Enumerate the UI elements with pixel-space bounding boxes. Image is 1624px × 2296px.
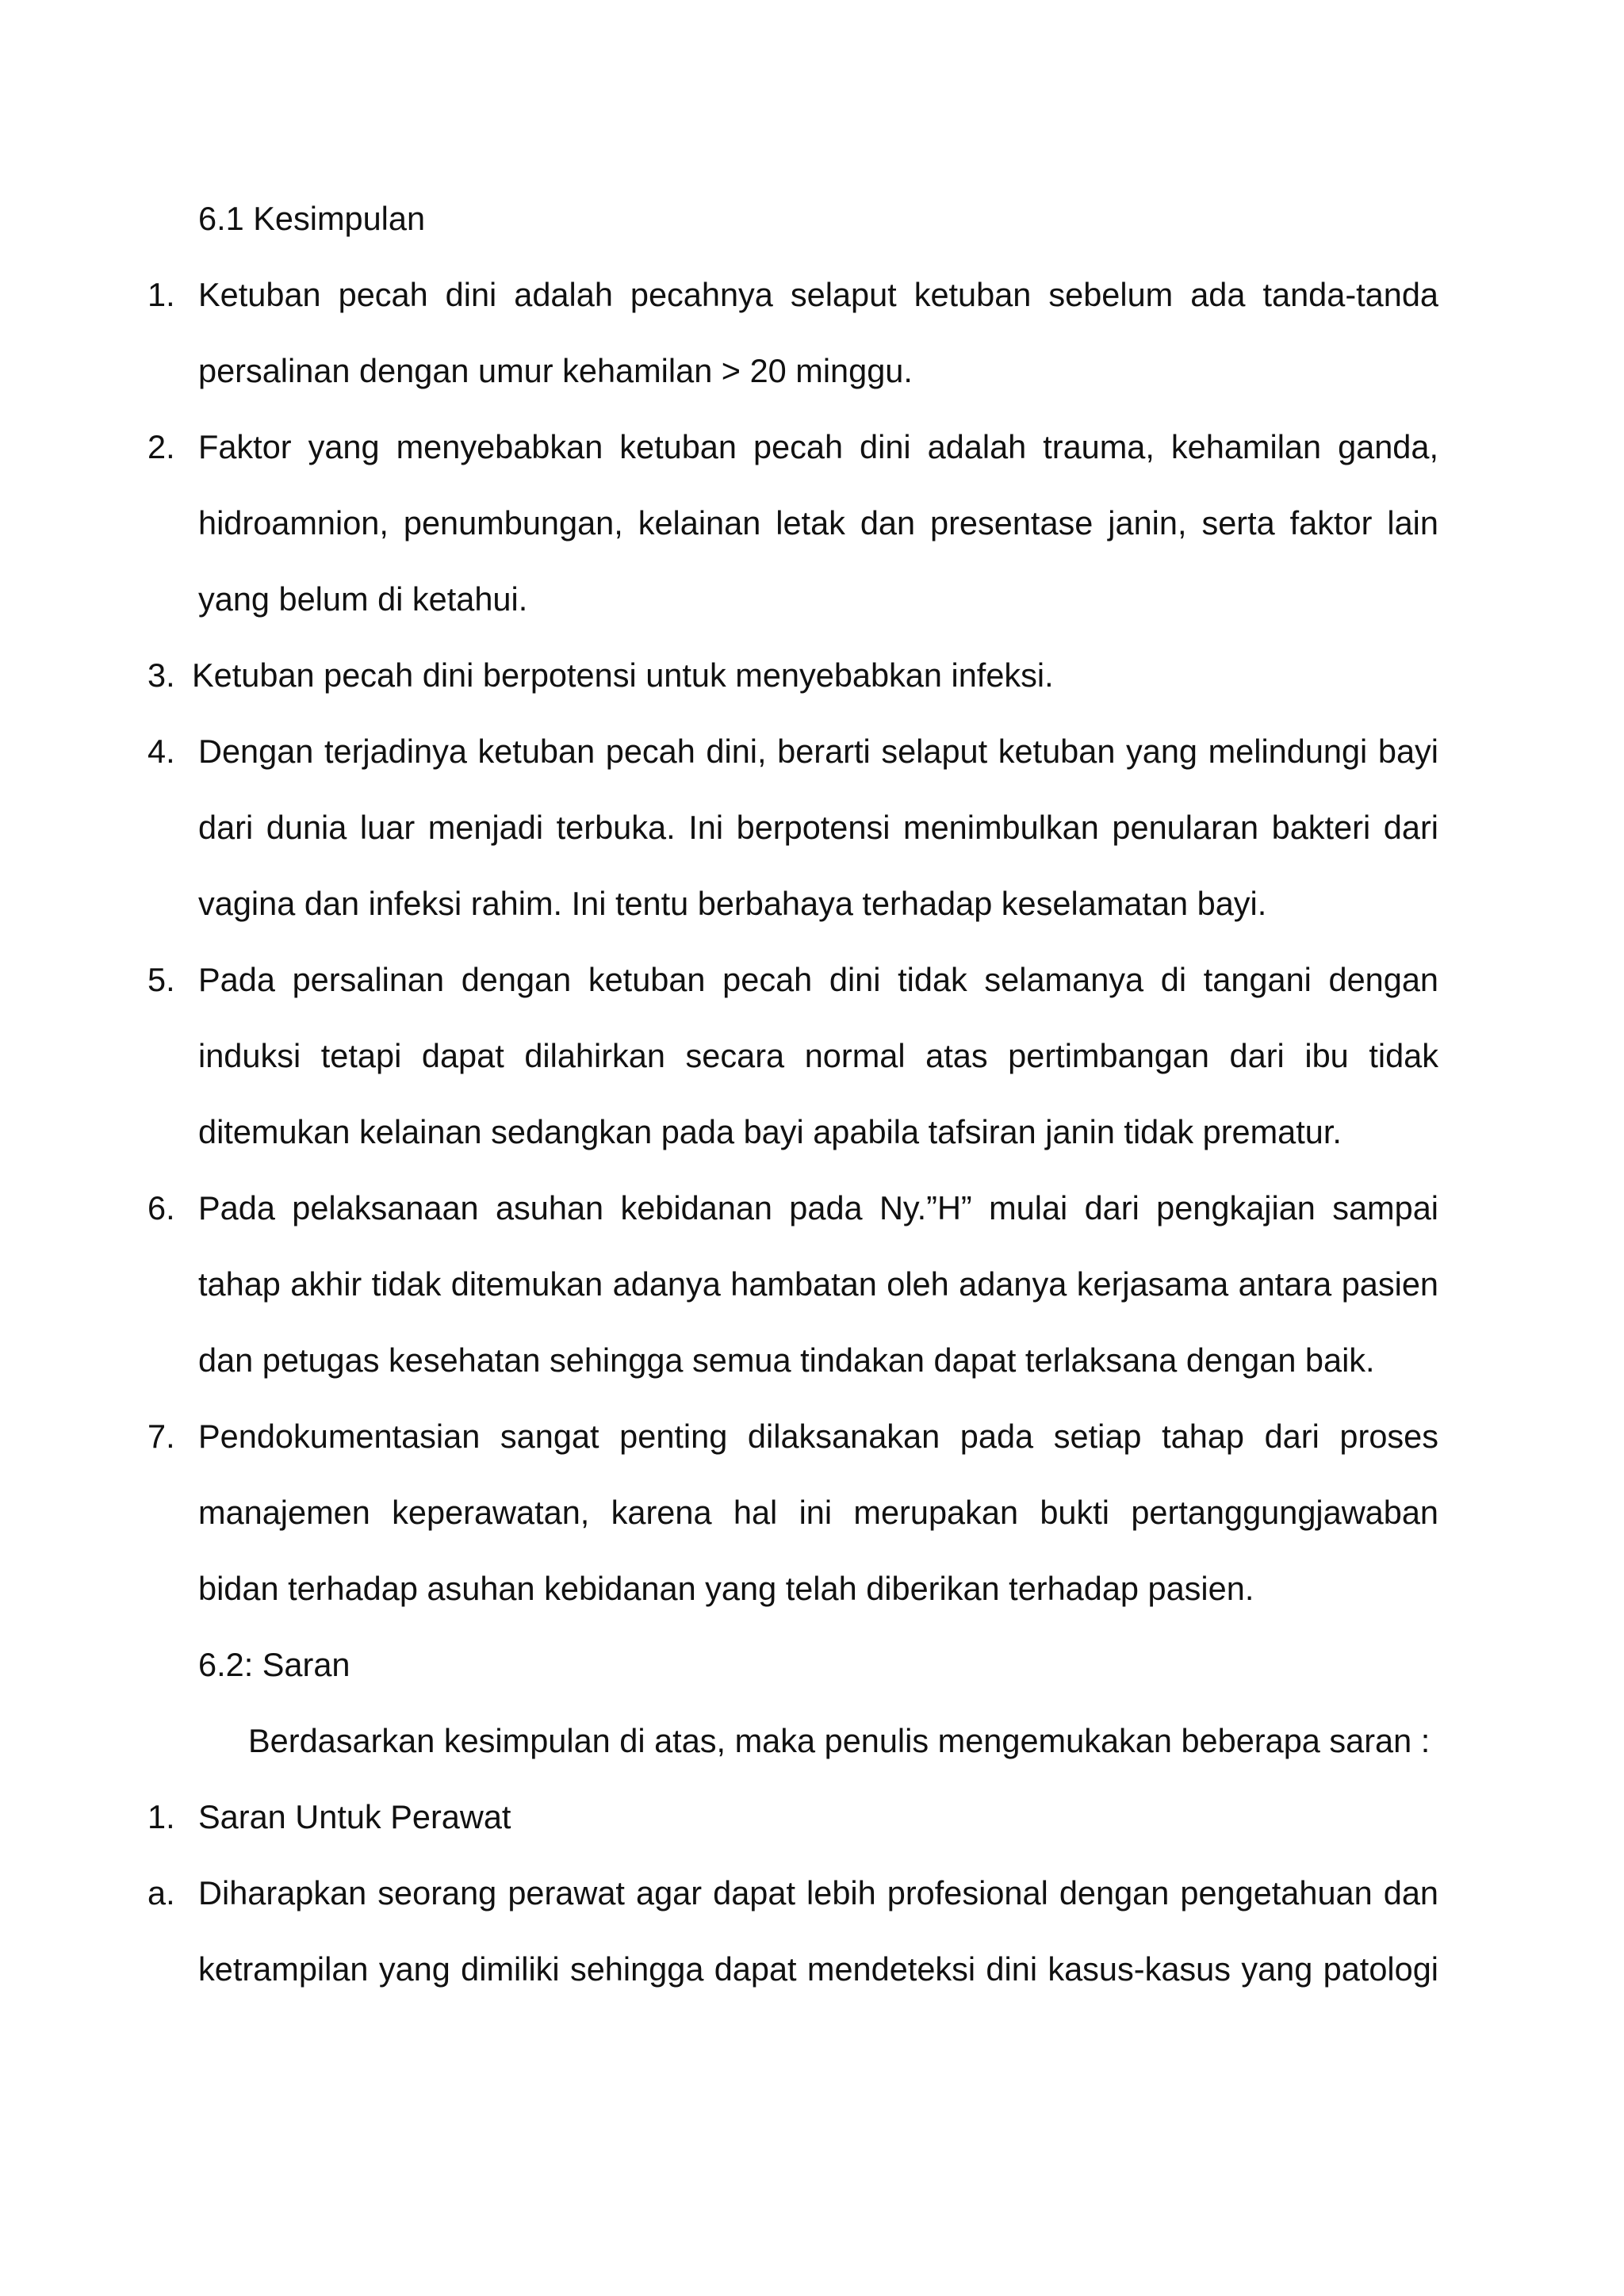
list-item-text: Pada pelaksanaan asuhan kebidanan pada Ny.”H” mulai dari pengkajian sampai tahap akhir tidak ditemukan adanya hambatan oleh adanya kerjasama antara pasien dan petugas kesehatan sehingga semua tindakan dapat terlaksana dengan baik. — [198, 1189, 1438, 1379]
list-item-number: 2. — [147, 428, 175, 465]
list-item-number: 6. — [147, 1189, 175, 1226]
list-item — [147, 1170, 1438, 1399]
list-item-text: Pada persalinan dengan ketuban pecah dini tidak selamanya di tangani dengan induksi tetapi dapat dilahirkan secara normal atas pertimbangan dari ibu tidak ditemukan kelainan sedangkan pada bayi apabila tafsiran janin tidak prematur. — [198, 961, 1438, 1150]
list-item — [147, 714, 1438, 942]
list-item — [147, 257, 1438, 409]
list-item-number: 7. — [147, 1418, 175, 1455]
list-item-text: Dengan terjadinya ketuban pecah dini, berarti selaput ketuban yang melindungi bayi dari dunia luar menjadi terbuka. Ini berpotensi menimbulkan penularan bakteri dari vagina dan infeksi rahim. Ini tentu berbahaya terhadap keselamatan bayi. — [198, 733, 1438, 922]
list-item — [147, 942, 1438, 1170]
section-heading-saran: 6.2: Saran — [198, 1646, 350, 1683]
list-item-text: Pendokumentasian sangat penting dilaksanakan pada setiap tahap dari proses manajemen keperawatan, karena hal ini merupakan bukti pertanggungjawaban bidan terhadap asuhan kebidanan yang telah diberikan terhadap pasien. — [198, 1418, 1438, 1607]
list-item-text: Saran Untuk Perawat — [198, 1798, 511, 1835]
list-item-saran-perawat — [147, 1779, 1438, 1855]
saran-intro-paragraph: Berdasarkan kesimpulan di atas, maka penulis mengemukakan beberapa saran : — [248, 1722, 1431, 1759]
list-item-number: 3. — [147, 656, 175, 694]
list-item — [147, 409, 1438, 637]
list-item-letter: a. — [147, 1874, 175, 1911]
list-item-number: 1. — [147, 276, 175, 313]
list-item-text: Ketuban pecah dini berpotensi untuk menyebabkan infeksi. — [192, 656, 1054, 694]
list-item-text: Faktor yang menyebabkan ketuban pecah dini adalah trauma, kehamilan ganda, hidroamnion, penumbungan, kelainan letak dan presentase janin, serta faktor lain yang belum di ketahui. — [198, 428, 1438, 618]
list-item-number: 4. — [147, 733, 175, 770]
list-item-saran-a — [147, 1855, 1438, 2007]
list-item-text: Diharapkan seorang perawat agar dapat lebih profesional dengan pengetahuan dan ketrampilan yang dimiliki sehingga dapat mendeteksi dini kasus-kasus yang patologi — [198, 1874, 1438, 1988]
list-item — [147, 637, 1438, 714]
list-item-number: 5. — [147, 961, 175, 998]
page-body — [147, 181, 1438, 2007]
list-item — [147, 1399, 1438, 1627]
list-item-text: Ketuban pecah dini adalah pecahnya selaput ketuban sebelum ada tanda-tanda persalinan dengan umur kehamilan > 20 minggu. — [198, 276, 1438, 389]
section-heading-kesimpulan: 6.1 Kesimpulan — [198, 200, 426, 237]
list-item-number: 1. — [147, 1798, 175, 1835]
